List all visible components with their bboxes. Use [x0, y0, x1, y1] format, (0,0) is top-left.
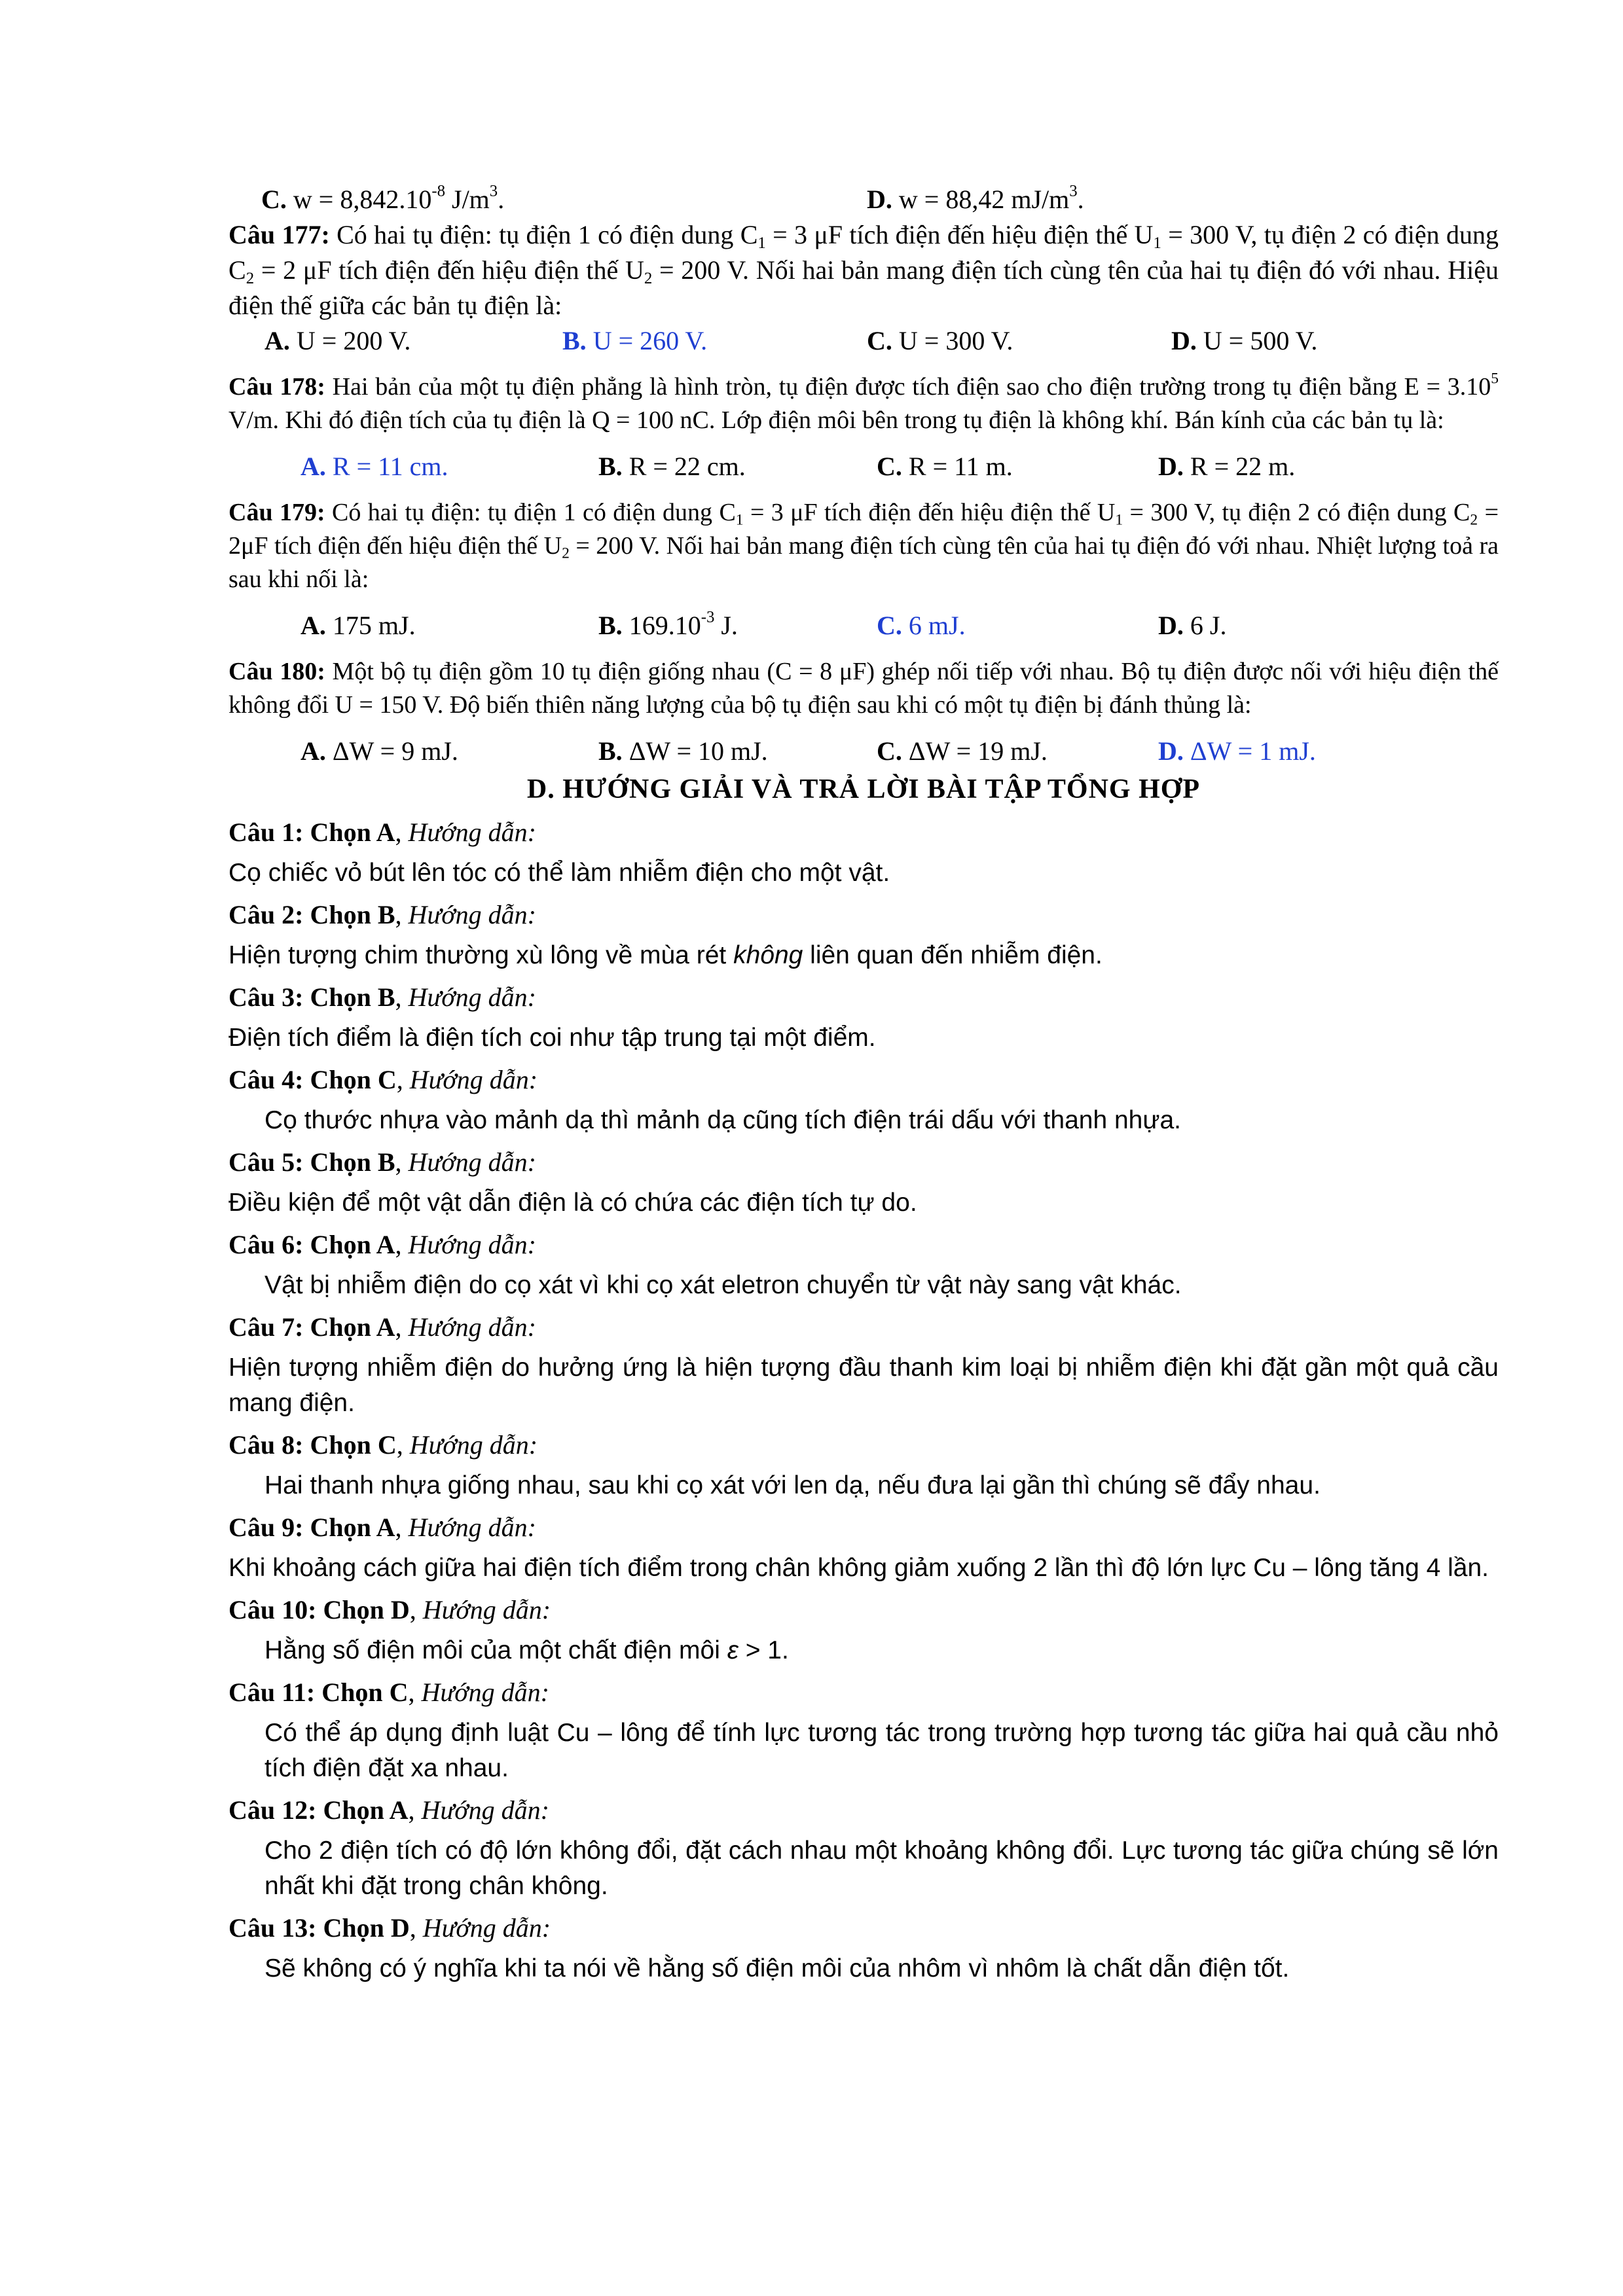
answer-5-body: Điều kiện để một vật dẫn điện là có chứa các điện tích tự do. — [228, 1189, 917, 1217]
answer-4-body: Cọ thước nhựa vào mảnh dạ thì mảnh dạ cũng tích điện trái dấu với thanh nhựa. — [264, 1106, 1181, 1134]
section-heading: D. HƯỚNG GIẢI VÀ TRẢ LỜI BÀI TẬP TỔNG HỢP — [526, 774, 1201, 804]
option-c: C. ΔW = 19 mJ. — [877, 736, 1048, 766]
option-d: D. 6 J. — [1158, 611, 1227, 640]
option-c-correct: C. 6 mJ. — [877, 611, 966, 640]
page-content — [228, 182, 1499, 1993]
answer-12-head: Câu 12: Chọn A, Hướng dẫn: — [228, 1795, 549, 1825]
option-a-correct: A. R = 11 cm. — [301, 452, 448, 481]
answer-1-body: Cọ chiếc vỏ bút lên tóc có thể làm nhiễm điện cho một vật. — [228, 859, 890, 887]
answer-13-head: Câu 13: Chọn D, Hướng dẫn: — [228, 1913, 551, 1943]
answer-9-head: Câu 9: Chọn A, Hướng dẫn: — [228, 1513, 536, 1542]
answer-11-head: Câu 11: Chọn C, Hướng dẫn: — [228, 1677, 549, 1707]
answer-9-body: Khi khoảng cách giữa hai điện tích điểm trong chân không giảm xuống 2 lần thì độ lớn lực Cu – lông tăng 4 lần. — [228, 1554, 1489, 1582]
option-c: C. $w = 8,842.10^{-8}$ $J/m^3$. — [261, 182, 505, 214]
answer-8-head: Câu 8: Chọn C, Hướng dẫn: — [228, 1430, 538, 1460]
option-d: D. U = 500 V. — [1171, 326, 1318, 355]
answer-7-head: Câu 7: Chọn A, Hướng dẫn: — [228, 1312, 536, 1342]
answer-11-body: Có thể áp dụng định luật Cu – lông để tính lực tương tác trong trường hợp tương tác giữa hai quả cầu nhỏ tích điện đặt xa nhau. — [264, 1719, 1499, 1782]
answer-6-body: Vật bị nhiễm điện do cọ xát vì khi cọ xát eletron chuyển từ vật này sang vật khác. — [264, 1271, 1182, 1299]
answer-1-head: Câu 1: Chọn A, Hướng dẫn: — [228, 817, 536, 847]
question-179: Câu 179: Có hai tụ điện: tụ điện 1 có điện dung $C_1 = 3$ μF tích điện đến hiệu điện thế $U_1 = 300$ V, tụ điện 2 có điện dung $C_2 = 2\mu F$ tích điện đến hiệu điện thế $U_2 = 200$ V. Nối hai bản mang điện tích cùng tên của hai tụ điện đó với nhau. Nhiệt lượng toả ra sau khi nối là: — [228, 499, 1499, 593]
option-b: B. R = 22 cm. — [598, 452, 746, 481]
option-c: C. R = 11 m. — [877, 452, 1013, 481]
question-178-options — [228, 449, 1499, 484]
option-c: C. U = 300 V. — [867, 326, 1013, 355]
answer-3-head: Câu 3: Chọn B, Hướng dẫn: — [228, 982, 536, 1012]
option-a: A. 175 mJ. — [301, 611, 416, 640]
option-b: B. $169.10^{-3}$ J. — [598, 608, 738, 640]
top-options-row — [228, 182, 1499, 217]
answer-10-head: Câu 10: Chọn D, Hướng dẫn: — [228, 1595, 551, 1624]
question-180: Câu 180: Một bộ tụ điện gồm 10 tụ điện giống nhau (C = 8 μF) ghép nối tiếp với nhau. Bộ tụ điện được nối với hiệu điện thế không đổi U = 150 V. Độ biến thiên năng lượng của bộ tụ điện sau khi có một tụ điện bị đánh thủng là: — [228, 658, 1499, 719]
answer-10-body: Hằng số điện môi của một chất điện môi ε > 1. — [264, 1636, 789, 1664]
answer-3-body: Điện tích điểm là điện tích coi như tập trung tại một điểm. — [228, 1024, 876, 1052]
answer-6-head: Câu 6: Chọn A, Hướng dẫn: — [228, 1230, 536, 1259]
question-178: Câu 178: Hai bản của một tụ điện phẳng là hình tròn, tụ điện được tích điện sao cho điện trường trong tụ điện bằng $E = 3.10^5$ V/m. Khi đó điện tích của tụ điện là Q = 100 nC. Lớp điện môi bên trong tụ điện là không khí. Bán kính của các bản tụ là: — [228, 370, 1499, 434]
answer-7-body: Hiện tượng nhiễm điện do hưởng ứng là hiện tượng đầu thanh kim loại bị nhiễm điện khi đặt gần một quả cầu mang điện. — [228, 1354, 1499, 1417]
answer-13-body: Sẽ không có ý nghĩa khi ta nói về hằng số điện môi của nhôm vì nhôm là chất dẫn điện tốt. — [264, 1954, 1290, 1982]
option-b: B. ΔW = 10 mJ. — [598, 736, 768, 766]
question-179-options — [228, 608, 1499, 643]
answer-4-head: Câu 4: Chọn C, Hướng dẫn: — [228, 1065, 538, 1094]
option-a: A. U = 200 V. — [264, 326, 411, 355]
option-a: A. ΔW = 9 mJ. — [301, 736, 458, 766]
answer-8-body: Hai thanh nhựa giống nhau, sau khi cọ xát với len dạ, nếu đưa lại gần thì chúng sẽ đẩy nhau. — [264, 1471, 1321, 1499]
option-b-correct: B. U = 260 V. — [562, 326, 708, 355]
answer-12-body: Cho 2 điện tích có độ lớn không đổi, đặt cách nhau một khoảng không đổi. Lực tương tác giữa chúng sẽ lớn nhất khi đặt trong chân không. — [264, 1837, 1499, 1900]
option-d: D. w = 88,42 $mJ/m^3$. — [867, 182, 1084, 214]
question-177-options — [228, 323, 1499, 359]
option-d-correct: D. ΔW = 1 mJ. — [1158, 736, 1316, 766]
question-180-options — [228, 734, 1499, 769]
answer-2-head: Câu 2: Chọn B, Hướng dẫn: — [228, 900, 536, 929]
question-177: Câu 177: Có hai tụ điện: tụ điện 1 có điện dung $C_1 = 3$ μF tích điện đến hiệu điện thế $U_1 = 300$ V, tụ điện 2 có điện dung $C_2 = 2$ μF tích điện đến hiệu điện thế $U_2 = 200$ V. Nối hai bản mang điện tích cùng tên của hai tụ điện đó với nhau. Hiệu điện thế giữa các bản tụ điện là: — [228, 220, 1499, 320]
answer-5-head: Câu 5: Chọn B, Hướng dẫn: — [228, 1147, 536, 1177]
answer-2-body: Hiện tượng chim thường xù lông về mùa rét không liên quan đến nhiễm điện. — [228, 941, 1103, 969]
option-d: D. R = 22 m. — [1158, 452, 1296, 481]
